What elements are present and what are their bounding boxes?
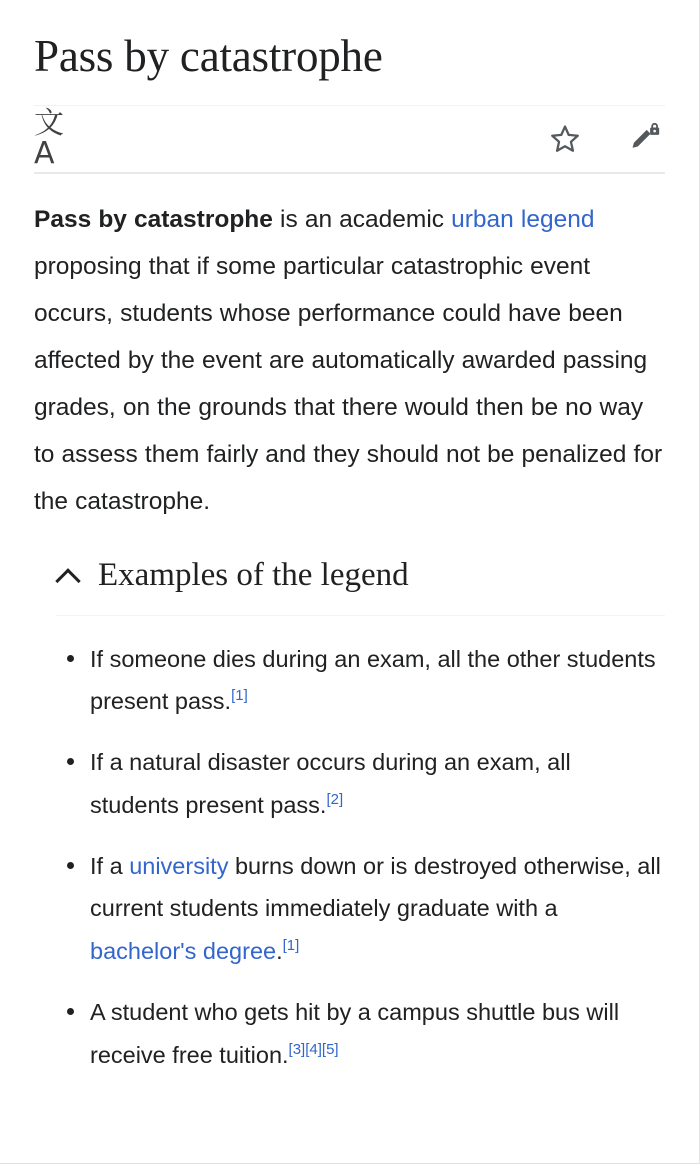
action-bar-left — [34, 106, 74, 172]
example-text: A student who gets hit by a campus shuttle bus will receive free tuition. — [90, 998, 620, 1068]
link-bachelors-degree[interactable]: bachelor's degree — [90, 938, 277, 965]
list-item — [56, 741, 665, 827]
reference-link[interactable]: [4] — [305, 1040, 322, 1058]
section-examples — [34, 555, 665, 1076]
section-header-toggle[interactable] — [56, 555, 665, 596]
language-icon[interactable] — [34, 106, 74, 172]
chevron-up-icon[interactable] — [56, 563, 82, 589]
article-action-bar — [0, 106, 699, 172]
lead-text-2: proposing that if some particular catastrophic event occurs, students whose performance could have been affected by the event are automatically awarded passing grades, on the grounds that there would then be no way to assess them fairly and they should not be penalized for the catastrophe. — [34, 253, 663, 516]
link-university[interactable]: university — [129, 852, 229, 879]
action-bar-right — [545, 119, 665, 159]
example-text: . — [276, 938, 283, 965]
list-item — [56, 845, 665, 973]
language-glyph: 文A — [34, 106, 61, 172]
reference-link[interactable]: [5] — [321, 1040, 339, 1058]
example-text: If a natural disaster occurs during an exam, all students present pass. — [90, 749, 571, 818]
examples-list — [56, 638, 665, 1077]
star-icon[interactable] — [545, 119, 585, 159]
lead-text-1: is an academic — [272, 206, 452, 234]
example-text: If a — [90, 852, 130, 879]
section-heading: Examples of the legend — [98, 557, 409, 594]
reference-link[interactable]: [2] — [326, 791, 344, 809]
reference-link[interactable]: [1] — [231, 687, 248, 705]
example-text: burns down or is destroyed otherwise, all current students immediately graduate with a — [90, 852, 661, 922]
link-urban-legend[interactable]: urban legend — [451, 206, 595, 234]
lead-bold-term: Pass by catastrophe — [34, 206, 273, 234]
example-text: If someone dies during an exam, all the other students present pass. — [90, 645, 656, 715]
page-title: Pass by catastrophe — [34, 31, 383, 81]
reference-link[interactable]: [1] — [282, 937, 300, 955]
list-item — [56, 638, 665, 724]
article-content — [0, 174, 699, 1076]
reference-link[interactable]: [3] — [288, 1040, 306, 1058]
pencil-lock-icon[interactable] — [625, 119, 665, 159]
lead-paragraph — [34, 196, 665, 525]
title-block — [0, 0, 699, 106]
section-divider — [56, 615, 665, 616]
list-item — [56, 991, 665, 1077]
